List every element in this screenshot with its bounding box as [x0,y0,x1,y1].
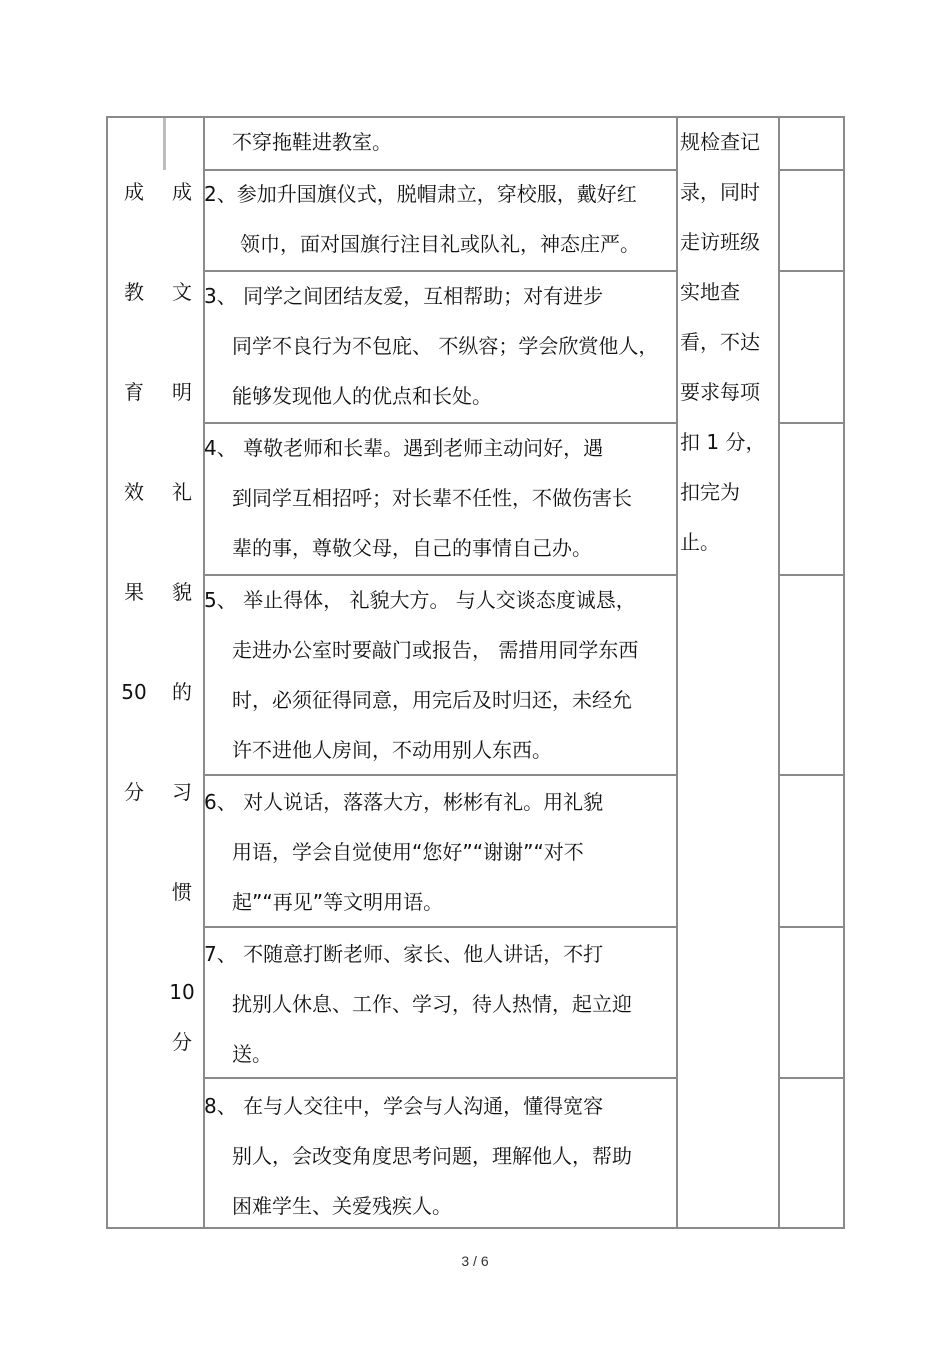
row-separator [203,574,678,576]
category-char: 分 [124,780,144,804]
method-line: 走访班级 [680,230,760,254]
category-char: 果 [124,580,144,604]
rule-line: 2、参加升国旗仪式，脱帽肃立，穿校服，戴好红 [204,182,637,206]
rule-line: 6、 对人说话，落落大方，彬彬有礼。用礼貌 [204,790,604,814]
method-line: 扣 1 分， [680,430,766,454]
score-row-separator [778,422,845,424]
rule-line: 用语，学会自觉使用“您好”“谢谢”“对不 [232,840,584,864]
subcategory-char: 惯 [172,880,192,904]
subcategory-char: 礼 [172,480,192,504]
rule-line: 同学不良行为不包庇、 不纵容；学会欣赏他人， [232,334,659,358]
col1-divider-top [163,118,166,170]
rule-line: 到同学互相招呼；对长辈不任性，不做伤害长 [232,486,632,510]
rule-line: 扰别人休息、工作、学习，待人热情，起立迎 [232,992,632,1016]
rule-line: 送。 [232,1042,272,1066]
row-separator [203,926,678,928]
table-right-border [843,116,845,1229]
rule-line: 5、 举止得体， 礼貌大方。 与人交谈态度诚恳， [204,588,636,612]
score-row-separator [778,574,845,576]
rule-line: 辈的事，尊敬父母，自己的事情自己办。 [232,536,592,560]
category-char: 成 [124,180,144,204]
method-right-border [778,116,780,1229]
table-top-border [106,116,845,118]
row-separator [203,270,678,272]
page-number: 3 / 6 [461,1253,489,1269]
method-line: 录，同时 [680,180,760,204]
score-row-separator [778,926,845,928]
category-char: 育 [124,380,144,404]
row-separator [203,774,678,776]
rule-line: 3、 同学之间团结友爱，互相帮助；对有进步 [204,284,604,308]
subcategory-char: 习 [172,780,192,804]
rule-line: 4、 尊敬老师和长辈。遇到老师主动问好，遇 [204,436,604,460]
rule-line: 别人，会改变角度思考问题，理解他人，帮助 [232,1144,632,1168]
score-row-separator [778,270,845,272]
rule-line: 困难学生、关爱残疾人。 [232,1194,452,1218]
subcategory-char: 成 [172,180,192,204]
method-line: 扣完为 [680,480,740,504]
rule-line: 许不进他人房间，不动用别人东西。 [232,738,552,762]
rule-line: 8、 在与人交往中，学会与人沟通，懂得宽容 [204,1094,604,1118]
rule-line: 领巾，面对国旗行注目礼或队礼，神态庄严。 [240,232,640,256]
score-row-separator [778,1077,845,1079]
table-bottom-border [106,1227,845,1229]
row-separator [203,169,678,171]
subcategory-char: 貌 [172,580,192,604]
method-line: 要求每项 [680,380,760,404]
table-left-border [106,116,108,1229]
category-char: 50 [121,680,147,704]
subcategory-char: 10 [169,980,195,1004]
content-right-border [676,116,678,1229]
score-row-separator [778,774,845,776]
category-char: 效 [124,480,144,504]
score-row-separator [778,169,845,171]
rule-line: 不穿拖鞋进教室。 [232,130,392,154]
method-line: 看，不达 [680,330,760,354]
rule-line: 能够发现他人的优点和长处。 [232,384,492,408]
rule-line: 起”“再见”等文明用语。 [232,890,444,914]
method-line: 规检查记 [680,130,760,154]
subcategory-char: 文 [172,280,192,304]
rule-line: 7、 不随意打断老师、家长、他人讲话，不打 [204,942,604,966]
subcategory-char: 的 [172,680,192,704]
row-separator [203,1077,678,1079]
rule-line: 走进办公室时要敲门或报告， 需措用同学东西 [232,638,639,662]
method-line: 实地查 [680,280,740,304]
subcategory-char: 明 [172,380,192,404]
method-line: 止。 [680,530,720,554]
row-separator [203,422,678,424]
rule-line: 时，必须征得同意，用完后及时归还，未经允 [232,688,632,712]
subcategory-char: 分 [172,1030,192,1054]
category-char: 教 [124,280,144,304]
content-left-border [203,116,205,1229]
